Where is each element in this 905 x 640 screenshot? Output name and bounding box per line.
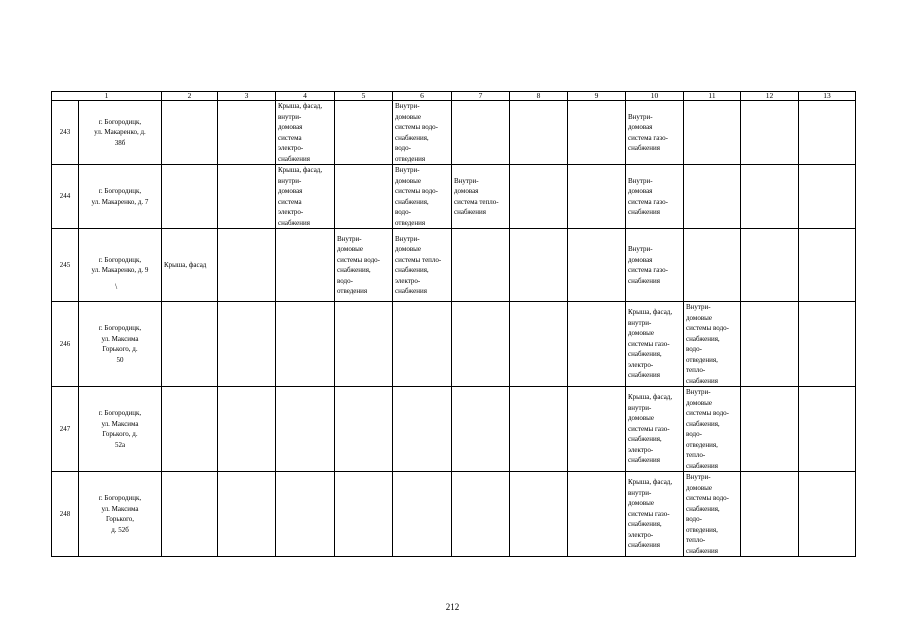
cell-col-2 — [162, 101, 218, 165]
cell-col-3 — [218, 101, 276, 165]
cell-col-10: Внутри- домовая система газо- снабжения — [626, 101, 684, 165]
column-header-3: 3 — [218, 92, 276, 101]
cell-col-11 — [684, 229, 741, 302]
column-number-header-row — [52, 92, 856, 101]
cell-col-11: Внутри- домовые системы водо- снабжения, водо- отведения, тепло- снабжения — [684, 387, 741, 472]
cell-col-7 — [452, 229, 510, 302]
table-row — [52, 472, 856, 557]
table-row — [52, 302, 856, 387]
cell-col-11: Внутри- домовые системы водо- снабжения, водо- отведения, тепло- снабжения — [684, 302, 741, 387]
cell-col-10: Внутри- домовая система газо- снабжения — [626, 165, 684, 229]
table-row — [52, 387, 856, 472]
column-header-9: 9 — [568, 92, 626, 101]
cell-col-10: Крыша, фасад, внутри- домовые системы газо- снабжения, электро- снабжения — [626, 387, 684, 472]
cell-col-8 — [510, 165, 568, 229]
cell-col-12 — [741, 472, 799, 557]
row-number: 248 — [52, 472, 79, 557]
row-number: 247 — [52, 387, 79, 472]
column-header-2: 2 — [162, 92, 218, 101]
cell-col-13 — [799, 229, 856, 302]
cell-col-8 — [510, 101, 568, 165]
cell-col-2: Крыша, фасад — [162, 229, 218, 302]
cell-col-5 — [335, 387, 393, 472]
column-header-8: 8 — [510, 92, 568, 101]
cell-col-12 — [741, 229, 799, 302]
address-cell: г. Богородицк, ул. Максима Горького, д. 52а — [79, 387, 162, 472]
cell-col-10: Внутри- домовая система газо- снабжения — [626, 229, 684, 302]
cell-col-12 — [741, 387, 799, 472]
cell-col-2 — [162, 387, 218, 472]
cell-col-5 — [335, 101, 393, 165]
cell-col-4: Крыша, фасад, внутри- домовая система электро- снабжения — [276, 101, 335, 165]
table-row — [52, 165, 856, 229]
row-number: 243 — [52, 101, 79, 165]
cell-col-11: Внутри- домовые системы водо- снабжения, водо- отведения, тепло- снабжения — [684, 472, 741, 557]
cell-col-3 — [218, 472, 276, 557]
cell-col-10: Крыша, фасад, внутри- домовые системы газо- снабжения, электро- снабжения — [626, 472, 684, 557]
cell-col-3 — [218, 387, 276, 472]
row-number: 245 — [52, 229, 79, 302]
address-cell: г. Богородицк, ул. Макаренко, д. 9 — [79, 229, 162, 302]
cell-col-4 — [276, 472, 335, 557]
cell-col-6 — [393, 387, 452, 472]
column-header-12: 12 — [741, 92, 799, 101]
document-table-wrapper — [51, 91, 856, 557]
column-header-13: 13 — [799, 92, 856, 101]
cell-col-4 — [276, 302, 335, 387]
cell-col-7 — [452, 387, 510, 472]
cell-col-12 — [741, 101, 799, 165]
cell-col-13 — [799, 165, 856, 229]
table-row — [52, 229, 856, 302]
cell-col-8 — [510, 302, 568, 387]
cell-col-8 — [510, 387, 568, 472]
table-row — [52, 101, 856, 165]
cell-col-4 — [276, 387, 335, 472]
cell-col-12 — [741, 165, 799, 229]
cell-col-4 — [276, 229, 335, 302]
cell-col-11 — [684, 101, 741, 165]
cell-col-5 — [335, 165, 393, 229]
cell-col-5 — [335, 302, 393, 387]
cell-col-13 — [799, 101, 856, 165]
cell-col-4: Крыша, фасад, внутри- домовая система электро- снабжения — [276, 165, 335, 229]
cell-col-2 — [162, 165, 218, 229]
address-cell: г. Богородицк, ул. Макаренко, д. 7 — [79, 165, 162, 229]
address-cell: г. Богородицк, ул. Макаренко, д. 38б — [79, 101, 162, 165]
cell-col-7 — [452, 302, 510, 387]
cell-col-6 — [393, 472, 452, 557]
row-number: 246 — [52, 302, 79, 387]
column-header-6: 6 — [393, 92, 452, 101]
column-header-7: 7 — [452, 92, 510, 101]
cell-col-12 — [741, 302, 799, 387]
cell-col-13 — [799, 387, 856, 472]
cell-col-3 — [218, 165, 276, 229]
cell-col-11 — [684, 165, 741, 229]
column-header-5: 5 — [335, 92, 393, 101]
column-header-4: 4 — [276, 92, 335, 101]
cell-col-9 — [568, 101, 626, 165]
cell-col-3 — [218, 302, 276, 387]
cell-col-6: Внутри- домовые системы водо- снабжения, водо- отведения — [393, 101, 452, 165]
cell-col-7 — [452, 101, 510, 165]
cell-col-8 — [510, 229, 568, 302]
address-cell: г. Богородицк, ул. Максима Горького, д. 52б — [79, 472, 162, 557]
cell-col-2 — [162, 302, 218, 387]
cell-col-9 — [568, 302, 626, 387]
cell-col-3 — [218, 229, 276, 302]
cell-col-6: Внутри- домовые системы тепло- снабжения, электро- снабжения — [393, 229, 452, 302]
repair-schedule-table — [51, 91, 856, 557]
cell-col-9 — [568, 165, 626, 229]
column-header-11: 11 — [684, 92, 741, 101]
cell-col-9 — [568, 387, 626, 472]
address-cell: г. Богородицк, ул. Максима Горького, д. 50 — [79, 302, 162, 387]
cell-col-13 — [799, 302, 856, 387]
cell-col-7: Внутри- домовая система тепло- снабжения — [452, 165, 510, 229]
cell-col-5 — [335, 472, 393, 557]
column-header-1: 1 — [52, 92, 162, 101]
cell-col-6: Внутри- домовые системы водо- снабжения, водо- отведения — [393, 165, 452, 229]
cell-col-5: Внутри- домовые системы водо- снабжения, водо- отведения — [335, 229, 393, 302]
cell-col-9 — [568, 472, 626, 557]
page-number: 212 — [445, 602, 460, 612]
column-header-10: 10 — [626, 92, 684, 101]
cell-col-2 — [162, 472, 218, 557]
cell-col-9 — [568, 229, 626, 302]
cell-col-10: Крыша, фасад, внутри- домовые системы газо- снабжения, электро- снабжения — [626, 302, 684, 387]
row-number: 244 — [52, 165, 79, 229]
cell-col-8 — [510, 472, 568, 557]
cell-col-13 — [799, 472, 856, 557]
cell-col-7 — [452, 472, 510, 557]
stray-pen-mark: \ — [115, 282, 118, 291]
cell-col-6 — [393, 302, 452, 387]
